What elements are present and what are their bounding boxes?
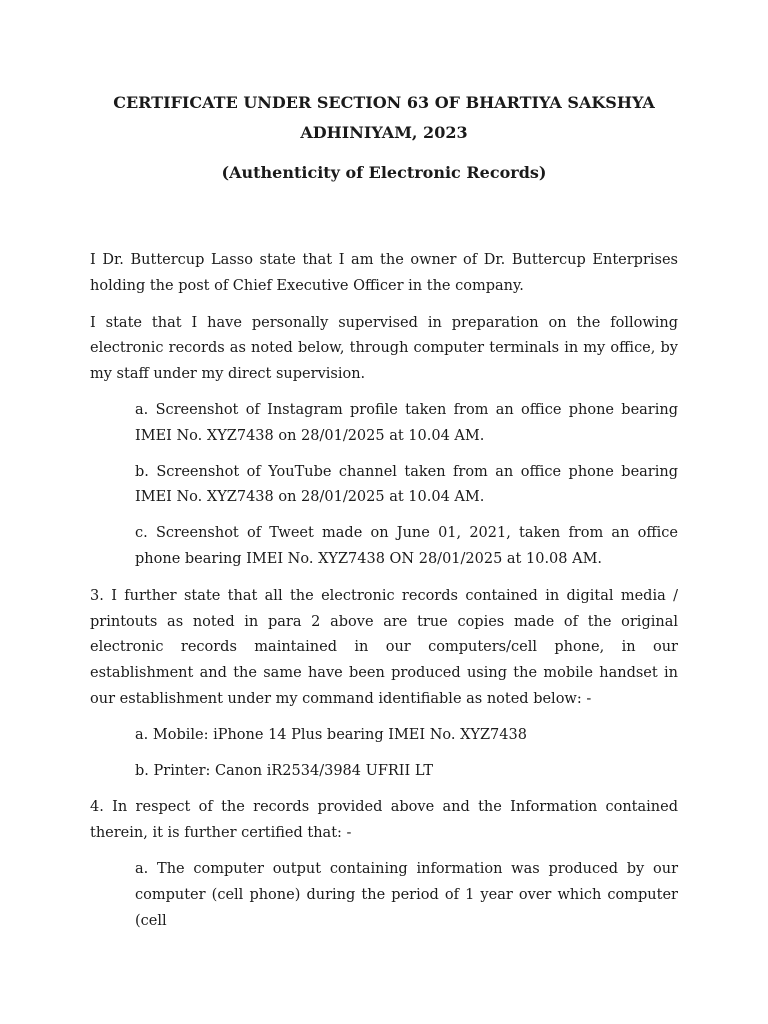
record-item-c: c. Screenshot of Tweet made on June 01, 2021, taken from an office phone bearing IMEI No. XYZ7438 ON 28/01/2025 at 10.08 AM. <box>135 525 678 567</box>
certification-item-a: a. The computer output containing information was produced by our computer (cell phone) during the period of 1 year over which computer (cell <box>135 860 678 929</box>
paragraph-3-true-copies: 3. I further state that all the electronic records contained in digital media / printouts as noted in para 2 above are true copies made of the original electronic records maintained in our computers/cell phone, in our establishment and the same have been produced using the mobile handset in our establishment under my command identifiable as noted below: - <box>90 587 678 707</box>
title-block <box>90 0 678 184</box>
paragraph-supervision-statement: I state that I have personally supervised in preparation on the following electronic records as noted below, through computer terminals in my office, by my staff under my direct supervision. <box>90 314 678 383</box>
device-item-mobile: a. Mobile: iPhone 14 Plus bearing IMEI No. XYZ7438 <box>135 726 527 743</box>
record-item-b: b. Screenshot of YouTube channel taken from an office phone bearing IMEI No. XYZ7438 on 28/01/2025 at 10.04 AM. <box>135 463 678 506</box>
record-item-a: a. Screenshot of Instagram profile taken from an office phone bearing IMEI No. XYZ7438 on 28/01/2025 at 10.04 AM. <box>135 401 678 444</box>
device-item-printer: b. Printer: Canon iR2534/3984 UFRII LT <box>135 762 433 779</box>
document-title-line-2: ADHINIYAM, 2023 <box>300 123 468 142</box>
document-subtitle: (Authenticity of Electronic Records) <box>221 163 547 182</box>
paragraph-4-certification: 4. In respect of the records provided above and the Information contained therein, it is further certified that: - <box>90 799 678 842</box>
paragraph-owner-statement: I Dr. Buttercup Lasso state that I am the owner of Dr. Buttercup Enterprises holding the post of Chief Executive Officer in the company. <box>90 252 678 294</box>
document-title-line-1: CERTIFICATE UNDER SECTION 63 OF BHARTIYA SAKSHYA <box>113 93 655 112</box>
